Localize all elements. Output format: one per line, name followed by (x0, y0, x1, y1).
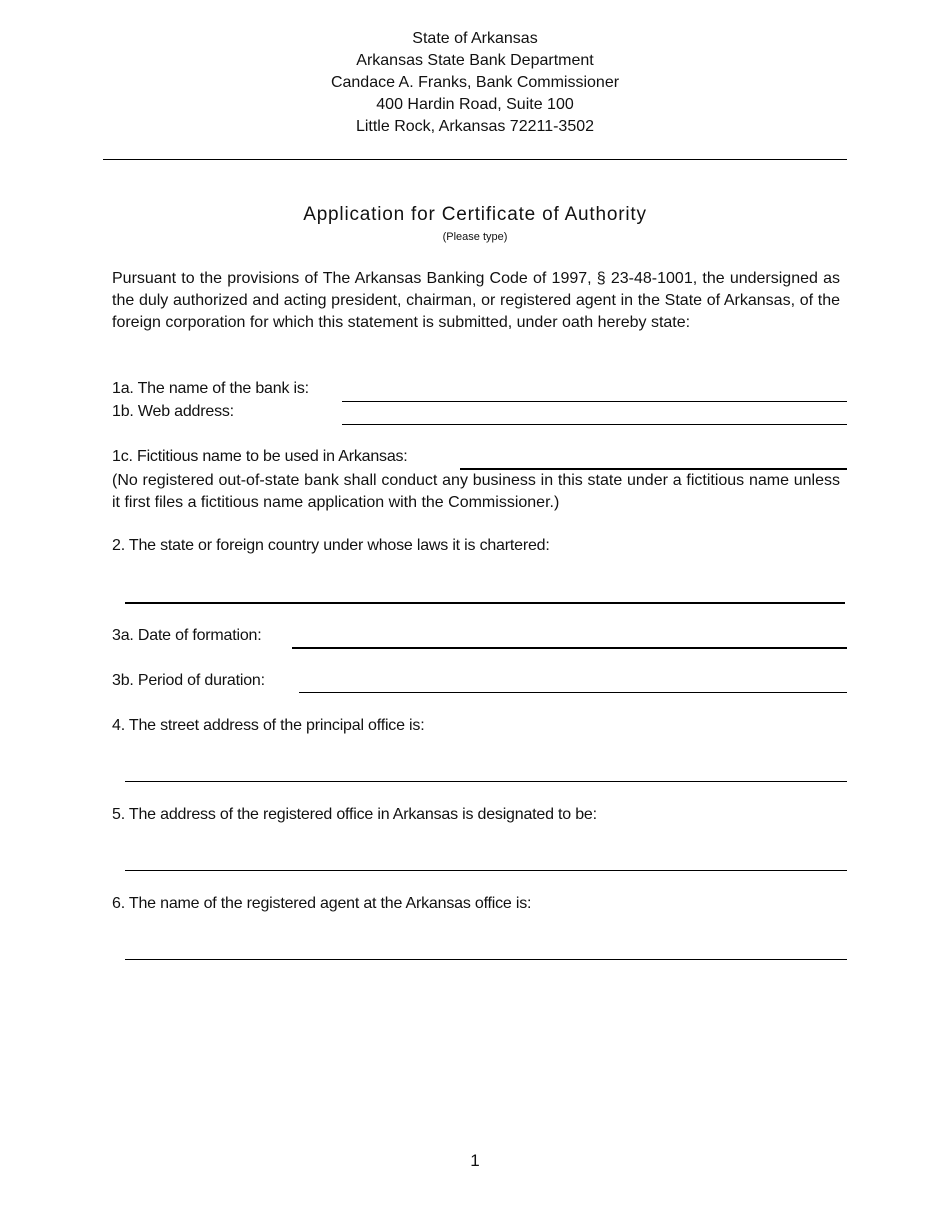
fictitious-name-note: (No registered out-of-state bank shall conduct any business in this state under a fictitious name unless it first files a fictitious name application with the Commissioner.) (112, 472, 840, 511)
duration-field[interactable] (299, 692, 847, 693)
formation-date-field[interactable] (292, 647, 847, 649)
charter-state-field[interactable] (125, 602, 845, 604)
letterhead-department: Arkansas State Bank Department (356, 52, 594, 69)
registered-office-field[interactable] (125, 870, 847, 871)
letterhead-street: 400 Hardin Road, Suite 100 (376, 96, 574, 113)
formation-date-label: 3a. Date of formation: (112, 627, 262, 644)
bank-name-label: 1a. The name of the bank is: (112, 380, 309, 397)
intro-paragraph: Pursuant to the provisions of The Arkansas Banking Code of 1997, § 23-48-1001, the undersigned as the duly authorized and acting president, chairman, or registered agent in the State of Arkansas, of the foreign corporation for which this statement is submitted, under oath hereby state: (112, 270, 840, 331)
principal-office-field[interactable] (125, 781, 847, 782)
charter-state-label: 2. The state or foreign country under whose laws it is chartered: (112, 537, 550, 554)
web-address-label: 1b. Web address: (112, 403, 234, 420)
letterhead-state: State of Arkansas (412, 30, 538, 47)
web-address-field[interactable] (342, 424, 847, 425)
bank-name-field[interactable] (342, 401, 847, 402)
letterhead-commissioner: Candace A. Franks, Bank Commissioner (330, 74, 620, 91)
header-divider (103, 159, 847, 160)
registered-office-label: 5. The address of the registered office in Arkansas is designated to be: (112, 806, 597, 823)
form-title: Application for Certificate of Authority (303, 204, 647, 225)
letterhead (0, 28, 950, 138)
letterhead-city: Little Rock, Arkansas 72211-3502 (355, 118, 595, 135)
fictitious-name-label: 1c. Fictitious name to be used in Arkansas: (112, 448, 408, 465)
duration-label: 3b. Period of duration: (112, 672, 265, 689)
principal-office-label: 4. The street address of the principal office is: (112, 717, 425, 734)
page-number: 1 (470, 1151, 480, 1170)
registered-agent-field[interactable] (125, 959, 847, 960)
form-subtitle: (Please type) (442, 231, 508, 243)
registered-agent-label: 6. The name of the registered agent at the Arkansas office is: (112, 895, 532, 912)
